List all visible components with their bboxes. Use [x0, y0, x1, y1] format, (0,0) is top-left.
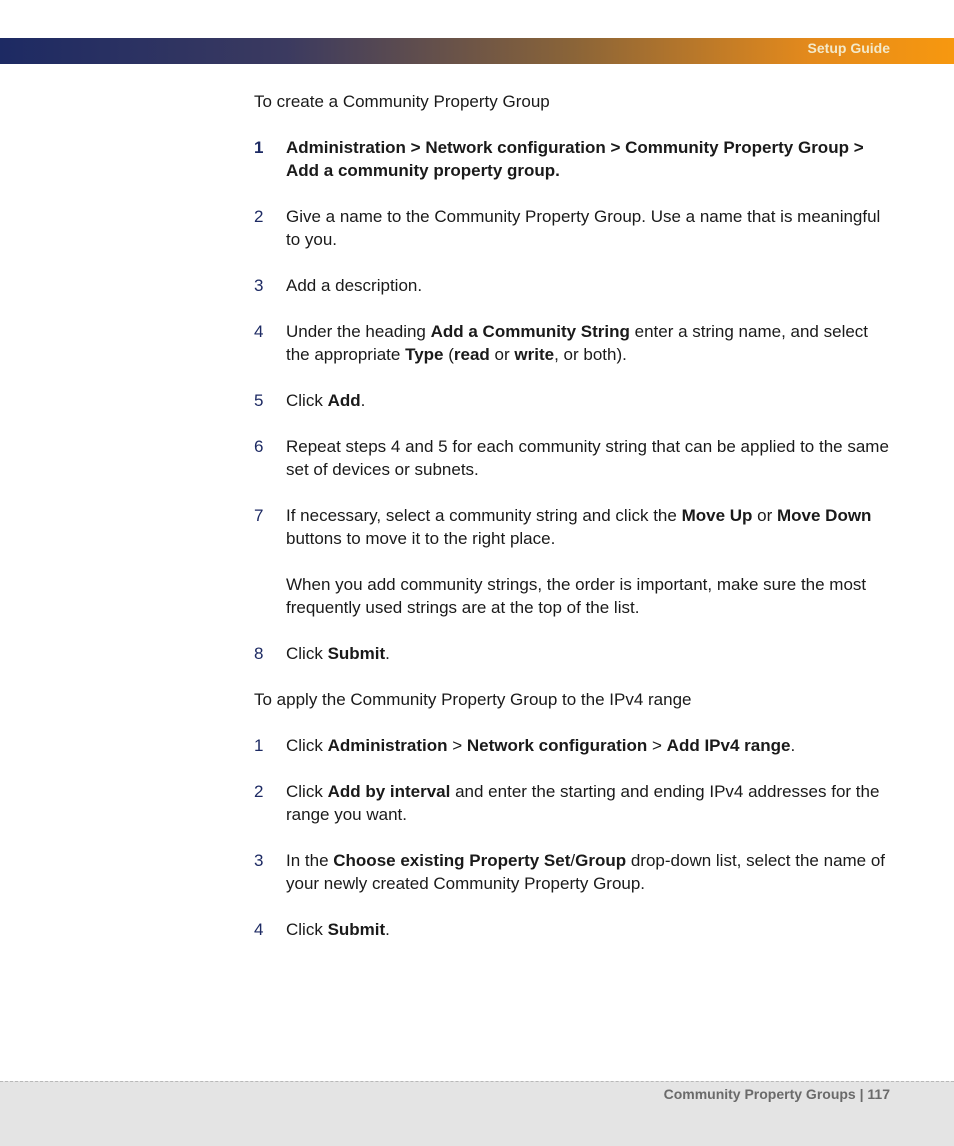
- step-number: 5: [254, 391, 264, 410]
- step-text: Click Submit.: [286, 644, 390, 663]
- step-apply-4: [254, 918, 894, 941]
- header-title: Setup Guide: [807, 40, 890, 56]
- section-intro-apply: To apply the Community Property Group to the IPv4 range: [254, 690, 692, 709]
- step-text: Add a description.: [286, 276, 423, 295]
- step-apply-2: [254, 780, 894, 826]
- step-note: When you add community strings, the order is important, make sure the most frequently used strings are at the top of the list.: [286, 575, 867, 617]
- footer-page-label: Community Property Groups | 117: [663, 1086, 890, 1102]
- section-intro-create: To create a Community Property Group: [254, 92, 550, 111]
- step-create-2: [254, 205, 894, 251]
- step-number: 1: [254, 138, 264, 157]
- step-number: 7: [254, 506, 264, 525]
- step-create-5: [254, 389, 894, 412]
- step-text: Repeat steps 4 and 5 for each community string that can be applied to the same set of devices or subnets.: [286, 437, 889, 479]
- step-apply-1: [254, 734, 894, 757]
- step-text: Administration > Network configuration > Community Property Group > Add a community property group.: [286, 138, 864, 180]
- step-number: 4: [254, 322, 264, 341]
- step-text: If necessary, select a community string and click the Move Up or Move Down buttons to move it to the right place.: [286, 506, 872, 548]
- step-create-4: [254, 320, 894, 366]
- page-content: [254, 90, 894, 964]
- step-number: 6: [254, 437, 264, 456]
- step-create-6: [254, 435, 894, 481]
- step-create-3: [254, 274, 894, 297]
- step-create-7: [254, 504, 894, 619]
- step-number: 1: [254, 736, 264, 755]
- step-number: 3: [254, 851, 264, 870]
- step-create-1: [254, 136, 894, 182]
- step-number: 8: [254, 644, 264, 663]
- step-text: Give a name to the Community Property Group. Use a name that is meaningful to you.: [286, 207, 881, 249]
- step-text: Click Add.: [286, 391, 366, 410]
- step-apply-3: [254, 849, 894, 895]
- step-number: 4: [254, 920, 264, 939]
- step-text: In the Choose existing Property Set/Group drop-down list, select the name of your newly created Community Property Group.: [286, 851, 886, 893]
- step-number: 3: [254, 276, 264, 295]
- step-text: Click Add by interval and enter the starting and ending IPv4 addresses for the range you want.: [286, 782, 880, 824]
- step-text: Click Administration > Network configuration > Add IPv4 range.: [286, 736, 796, 755]
- step-number: 2: [254, 782, 264, 801]
- step-number: 2: [254, 207, 264, 226]
- step-text: Under the heading Add a Community String enter a string name, and select the appropriate Type (read or write, or both).: [286, 322, 869, 364]
- step-create-8: [254, 642, 894, 665]
- step-text: Click Submit.: [286, 920, 390, 939]
